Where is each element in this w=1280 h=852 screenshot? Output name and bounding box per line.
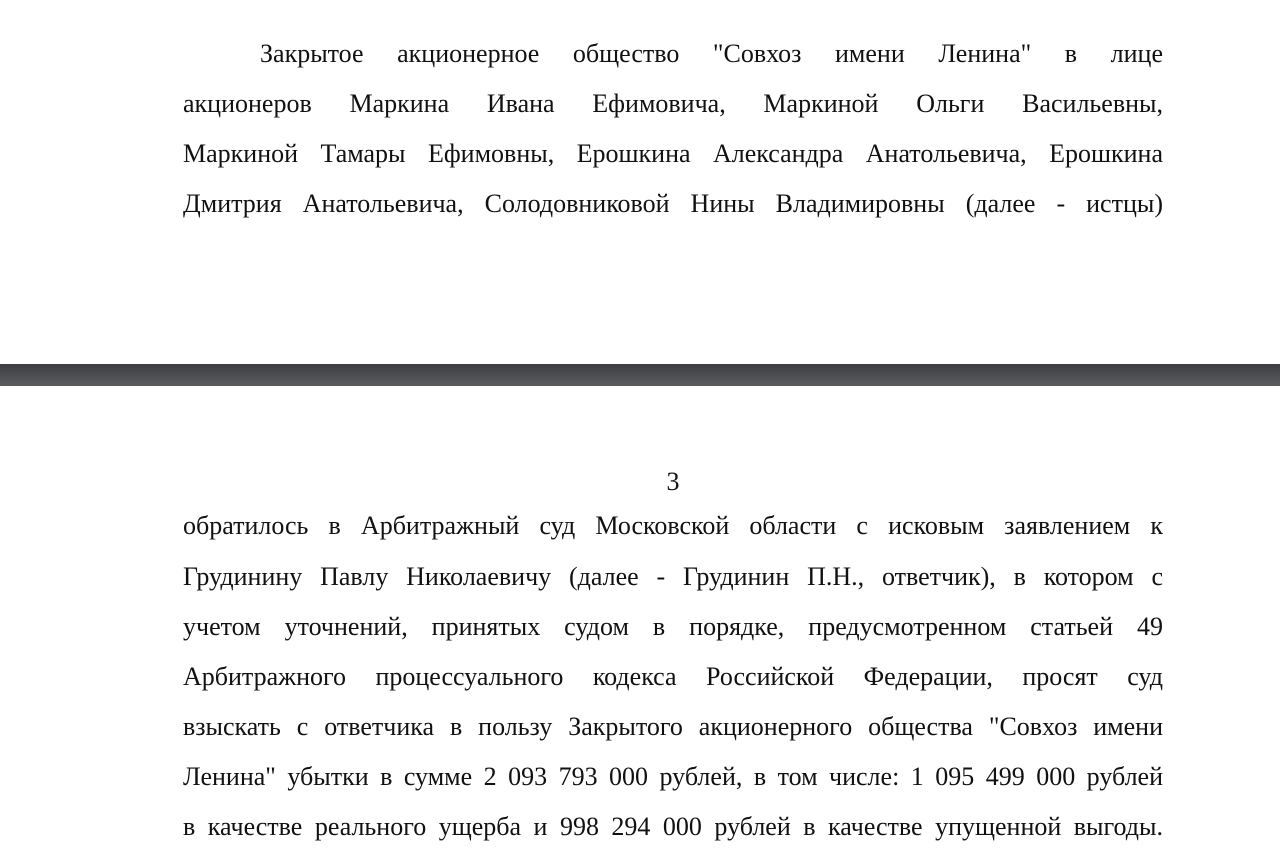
text-line: взыскать с ответчика в пользу Закрытого акционерного общества "Совхоз имени <box>183 712 1163 741</box>
text-line: Дмитрия Анатольевича, Солодовниковой Нины Владимировны (далее - истцы) <box>183 189 1163 218</box>
text-line: Арбитражного процессуального кодекса Российской Федерации, просят суд <box>183 662 1163 691</box>
text-line: в качестве реального ущерба и 998 294 000 рублей в качестве упущенной выгоды. <box>183 812 1163 841</box>
text-line: Грудинину Павлу Николаевичу (далее - Грудинин П.Н., ответчик), в котором с <box>183 562 1163 591</box>
text-line: Закрытое акционерное общество "Совхоз имени Ленина" в лице <box>260 39 1163 68</box>
text-line: акционеров Маркина Ивана Ефимовича, Маркиной Ольги Васильевны, <box>183 89 1163 118</box>
page-number: 3 <box>666 467 680 496</box>
text-line: Маркиной Тамары Ефимовны, Ерошкина Александра Анатольевича, Ерошкина <box>183 139 1163 168</box>
text-line: учетом уточнений, принятых судом в порядке, предусмотренном статьей 49 <box>183 612 1163 641</box>
page-separator <box>0 364 1280 386</box>
page-2-bottom-fragment <box>0 0 1280 364</box>
page-3 <box>0 386 1280 852</box>
text-line: обратилось в Арбитражный суд Московской области с исковым заявлением к <box>183 511 1163 540</box>
text-line: Ленина" убытки в сумме 2 093 793 000 рублей, в том числе: 1 095 499 000 рублей <box>183 762 1163 791</box>
